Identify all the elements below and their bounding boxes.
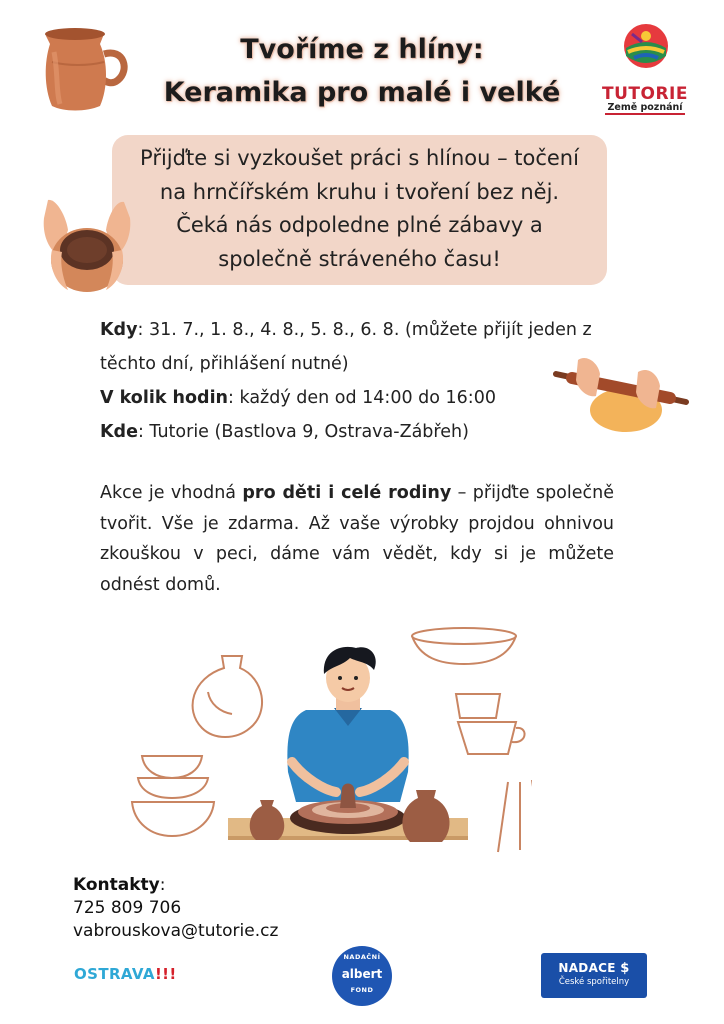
wide-bowl-line-art: [412, 628, 516, 664]
contacts-block: [73, 874, 278, 943]
pottery-tools-line-art: [498, 780, 532, 852]
title-line-2: Keramika pro malé i velké: [163, 77, 561, 108]
when-line-continued: těchto dní, přihlášení nutné): [100, 354, 349, 374]
ostrava-logo: [74, 965, 177, 983]
when-line: [100, 313, 640, 347]
nadace-logo-text: NADACE: [558, 961, 616, 975]
tutorie-logo-subtitle: [598, 102, 692, 113]
place-label: Kde: [100, 422, 138, 442]
intro-line-4: společně stráveného času!: [218, 246, 501, 271]
contact-email[interactable]: vabrouskova@tutorie.cz: [73, 921, 279, 941]
tutorie-subtitle-text: Země poznání: [607, 102, 683, 113]
potter-figure: [287, 647, 408, 802]
clay-jug-illustration: [38, 22, 130, 112]
vase-line-art: [193, 656, 262, 737]
intro-callout: [112, 142, 607, 276]
intro-line-2: na hrnčířském kruhu i tvoření bez něj.: [159, 179, 560, 204]
nadace-s-icon: $: [620, 961, 630, 976]
tutorie-logo-text: TUTORIE: [602, 84, 688, 104]
rolling-pin-illustration: [552, 352, 690, 434]
ostrava-logo-text: OSTRAVA: [74, 965, 155, 983]
description-text-end: – přijďte společně tvořit. Vše je zdarma. Až vaše výrobky projdou ohnivou zkouškou v peci, dáme vám vědět, kdy si je můžete odnést domů.: [100, 483, 614, 595]
albert-foundation-logo: [332, 946, 392, 1006]
when-label: Kdy: [100, 320, 138, 340]
contacts-label: Kontakty: [73, 875, 160, 895]
hands-bowl-illustration: [38, 196, 136, 300]
nadace-logo-name: [541, 961, 647, 976]
description-paragraph: [100, 478, 614, 600]
time-label: V kolik hodin: [100, 388, 229, 408]
intro-line-1: Přijďte si vyzkoušet práci s hlínou – točení: [140, 146, 579, 170]
when-value: : 31. 7., 1. 8., 4. 8., 5. 8., 6. 8. (můžete přijít jeden z: [137, 320, 592, 340]
albert-logo-top: NADAČNÍ: [343, 953, 381, 961]
place-value: : Tutorie (Bastlova 9, Ostrava-Zábřeh): [137, 422, 469, 442]
pottery-workshop-illustration: [128, 622, 532, 864]
ostrava-logo-marks: !!!: [154, 965, 177, 983]
albert-logo-name: albert: [341, 967, 383, 981]
cups-line-art: [456, 694, 525, 754]
time-value: : každý den od 14:00 do 16:00: [228, 388, 496, 408]
nadace-logo-bank: České spořitelny: [558, 977, 630, 987]
intro-line-3: Čeká nás odpoledne plné zábavy a: [176, 213, 543, 237]
contact-phone[interactable]: 725 809 706: [73, 898, 182, 918]
description-highlight: pro děti i celé rodiny: [242, 483, 452, 503]
nadace-ceske-sporitelny-logo: [541, 953, 647, 998]
tutorie-logo-emblem: [622, 22, 670, 70]
contacts-colon: :: [159, 875, 166, 895]
albert-logo-bottom: FOND: [350, 986, 374, 994]
clay-on-wheel: [340, 784, 356, 809]
stacked-bowls-line-art: [132, 756, 214, 836]
title-line-1: Tvoříme z hlíny:: [240, 34, 484, 65]
contacts-heading: [73, 874, 278, 897]
description-text-start: Akce je vhodná: [100, 483, 243, 503]
